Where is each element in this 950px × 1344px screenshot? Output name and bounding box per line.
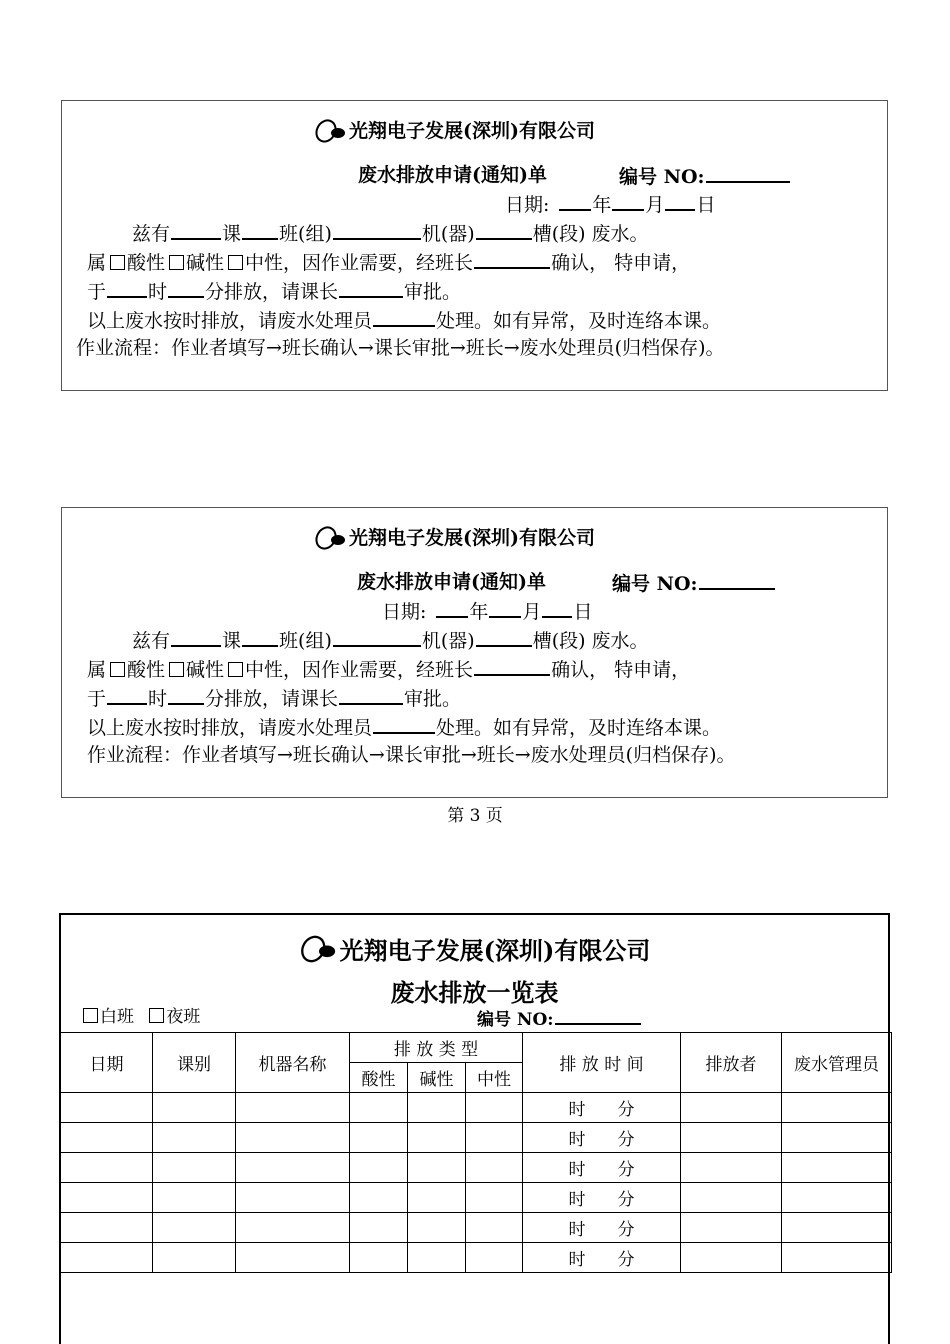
alkali-cell[interactable] [408,1183,466,1213]
time-cell[interactable] [523,1153,681,1183]
month-field[interactable] [612,191,644,211]
table-row [61,1243,892,1273]
neutral-checkbox[interactable] [228,255,243,270]
discharge-request-form-1 [61,100,888,391]
team-leader-field[interactable] [474,656,550,676]
header-neutral: 中性 [466,1063,523,1093]
acid-cell[interactable] [350,1243,408,1273]
log-title: 废水排放一览表 [390,978,559,1007]
hour-field[interactable] [107,685,147,705]
company-name: 光翔电子发展(深圳)有限公司 [339,936,651,965]
day-shift-checkbox[interactable] [83,1008,98,1023]
manager-cell[interactable] [782,1093,892,1123]
month-field[interactable] [489,598,521,618]
discharge-log-table [60,1032,892,1273]
acid-cell[interactable] [350,1183,408,1213]
section-cell[interactable] [153,1153,236,1183]
form-number: 编号 NO: [612,570,776,596]
form-title: 废水排放申请(通知)单 [358,164,547,186]
date-line: 日期: 年 月 日 [505,191,715,217]
date-cell[interactable] [61,1183,153,1213]
treatment-operator-field[interactable] [373,714,435,734]
table-row [61,1093,892,1123]
workflow-note: 作业流程：作业者填写→班长确认→课长审批→班长→废水处理员(归档保存)。 [87,744,736,766]
discharger-cell[interactable] [681,1183,782,1213]
log-number-field[interactable] [555,1007,641,1025]
neutral-cell[interactable] [466,1123,523,1153]
neutral-cell[interactable] [466,1153,523,1183]
night-shift-checkbox[interactable] [149,1008,164,1023]
header-acid: 酸性 [350,1063,408,1093]
day-field[interactable] [542,598,572,618]
time-cell[interactable] [523,1183,681,1213]
table-row [61,1123,892,1153]
header-date: 日期 [61,1033,153,1093]
workflow-note: 作业流程：作业者填写→班长确认→课长审批→班长→废水处理员(归档保存)。 [76,337,725,359]
hour-field[interactable] [107,278,147,298]
header-manager: 废水管理员 [782,1033,892,1093]
neutral-checkbox[interactable] [228,662,243,677]
section-cell[interactable] [153,1183,236,1213]
section-cell[interactable] [153,1213,236,1243]
minute-label: 分 [617,1130,635,1150]
machine-cell[interactable] [236,1243,350,1273]
header-time: 排 放 时 间 [523,1033,681,1093]
company-logo-icon [299,934,339,964]
date-cell[interactable] [61,1213,153,1243]
machine-cell[interactable] [236,1123,350,1153]
discharger-cell[interactable] [681,1153,782,1183]
hour-label: 时 [568,1100,586,1120]
hour-label: 时 [568,1220,586,1240]
acid-checkbox[interactable] [110,662,125,677]
minute-label: 分 [617,1220,635,1240]
manager-cell[interactable] [782,1123,892,1153]
acid-cell[interactable] [350,1213,408,1243]
table-row [61,1153,892,1183]
minute-label: 分 [617,1100,635,1120]
machine-cell[interactable] [236,1093,350,1123]
company-header [314,525,595,551]
log-number: 编号 NO: [477,1007,642,1032]
minute-field[interactable] [168,685,204,705]
manager-cell[interactable] [782,1153,892,1183]
acid-cell[interactable] [350,1093,408,1123]
form-title: 废水排放申请(通知)单 [357,571,546,593]
header-section: 课别 [153,1033,236,1093]
alkali-cell[interactable] [408,1213,466,1243]
date-line: 日期: 年 月 日 [382,598,592,624]
company-logo-icon [314,118,348,144]
time-cell[interactable] [523,1213,681,1243]
time-cell[interactable] [523,1093,681,1123]
form-number-field[interactable] [699,570,775,590]
section-field[interactable] [171,220,221,240]
day-field[interactable] [665,191,695,211]
neutral-cell[interactable] [466,1213,523,1243]
page-number: 第 3 页 [447,806,503,826]
manager-cell[interactable] [782,1213,892,1243]
acid-cell[interactable] [350,1153,408,1183]
alkali-cell[interactable] [408,1093,466,1123]
section-chief-field[interactable] [339,278,403,298]
alkali-checkbox[interactable] [169,255,184,270]
year-field[interactable] [559,191,591,211]
section-cell[interactable] [153,1243,236,1273]
time-cell[interactable] [523,1123,681,1153]
form-line-4: 以上废水按时排放，请废水处理员 处理。如有异常，及时连络本课。 [87,307,721,333]
header-discharger: 排放者 [681,1033,782,1093]
header-alkali: 碱性 [408,1063,466,1093]
section-field[interactable] [171,627,221,647]
form-line-2: 属 酸性 碱性 中性，因作业需要，经班长 确认， 特申请， [87,656,690,682]
alkali-cell[interactable] [408,1123,466,1153]
manager-cell[interactable] [782,1183,892,1213]
form-number-field[interactable] [706,163,790,183]
form-line-3: 于 时 分排放，请课长 审批。 [87,685,461,711]
form-line-3: 于 时 分排放，请课长 审批。 [87,278,461,304]
section-cell[interactable] [153,1093,236,1123]
neutral-cell[interactable] [466,1183,523,1213]
form-number: 编号 NO: [619,163,791,189]
tank-field[interactable] [476,220,532,240]
form-line-1: 兹有 课 班(组) 机(器) 槽(段) 废水。 [132,220,649,246]
discharger-cell[interactable] [681,1093,782,1123]
minute-field[interactable] [168,278,204,298]
alkali-cell[interactable] [408,1243,466,1273]
company-name: 光翔电子发展(深圳)有限公司 [349,527,595,549]
neutral-cell[interactable] [466,1093,523,1123]
date-cell[interactable] [61,1123,153,1153]
machine-cell[interactable] [236,1183,350,1213]
acid-checkbox[interactable] [110,255,125,270]
company-logo-icon [314,525,348,551]
company-name: 光翔电子发展(深圳)有限公司 [349,120,595,142]
date-cell[interactable] [61,1153,153,1183]
team-leader-field[interactable] [474,249,550,269]
header-type: 排 放 类 型 [350,1033,523,1063]
header-machine: 机器名称 [236,1033,350,1093]
acid-cell[interactable] [350,1123,408,1153]
log-table-body [61,1093,892,1273]
form-line-1: 兹有 课 班(组) 机(器) 槽(段) 废水。 [132,627,649,653]
team-field[interactable] [242,627,278,647]
date-cell[interactable] [61,1243,153,1273]
table-row [61,1183,892,1213]
section-chief-field[interactable] [339,685,403,705]
minute-label: 分 [617,1160,635,1180]
hour-label: 时 [568,1160,586,1180]
form-line-2: 属 酸性 碱性 中性，因作业需要，经班长 确认， 特申请， [87,249,690,275]
machine-cell[interactable] [236,1213,350,1243]
discharge-request-form-2 [61,507,888,798]
date-cell[interactable] [61,1093,153,1123]
minute-label: 分 [617,1250,635,1270]
neutral-cell[interactable] [466,1243,523,1273]
discharge-log-sheet [59,913,890,1344]
table-row [61,1213,892,1243]
minute-label: 分 [617,1190,635,1210]
hour-label: 时 [568,1190,586,1210]
form-line-4: 以上废水按时排放，请废水处理员 处理。如有异常，及时连络本课。 [87,714,721,740]
treatment-operator-field[interactable] [373,307,435,327]
team-field[interactable] [242,220,278,240]
company-header [61,931,888,966]
machine-cell[interactable] [236,1153,350,1183]
tank-field[interactable] [476,627,532,647]
company-header [314,118,595,144]
discharger-cell[interactable] [681,1123,782,1153]
section-cell[interactable] [153,1123,236,1153]
manager-cell[interactable] [782,1243,892,1273]
shift-selector: 白班 夜班 [83,1005,200,1029]
alkali-cell[interactable] [408,1153,466,1183]
year-field[interactable] [436,598,468,618]
time-cell[interactable] [523,1243,681,1273]
machine-field[interactable] [333,220,421,240]
machine-field[interactable] [333,627,421,647]
discharger-cell[interactable] [681,1213,782,1243]
hour-label: 时 [568,1250,586,1270]
alkali-checkbox[interactable] [169,662,184,677]
discharger-cell[interactable] [681,1243,782,1273]
hour-label: 时 [568,1130,586,1150]
